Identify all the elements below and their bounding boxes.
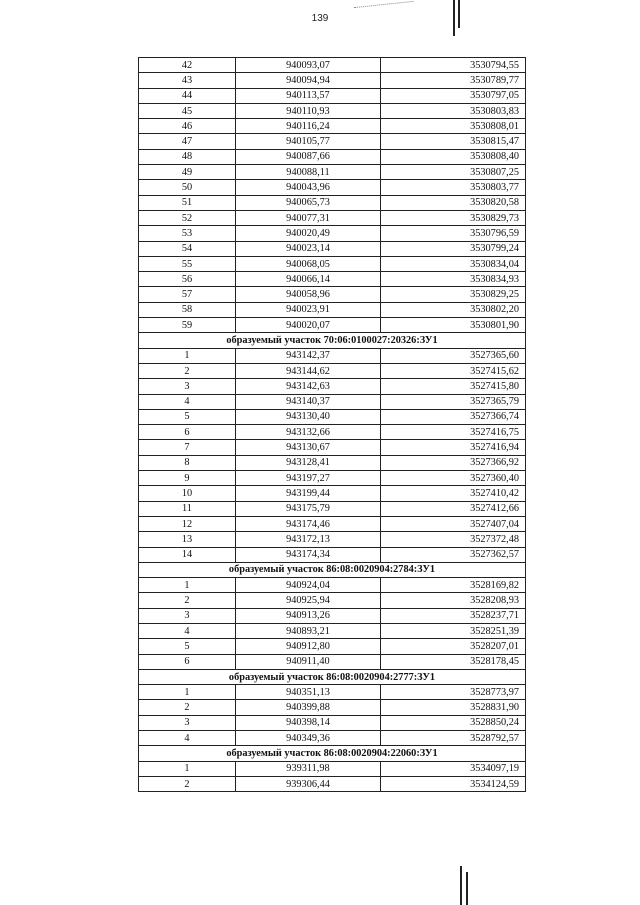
x-coordinate-cell: 940911,40: [236, 654, 381, 669]
x-coordinate-cell: 940893,21: [236, 623, 381, 638]
y-coordinate-cell: 3530815,47: [381, 134, 526, 149]
y-coordinate-cell: 3528178,45: [381, 654, 526, 669]
point-number-cell: 1: [139, 578, 236, 593]
y-coordinate-cell: 3530808,40: [381, 149, 526, 164]
y-coordinate-cell: 3530803,83: [381, 103, 526, 118]
table-row: [139, 532, 526, 547]
x-coordinate-cell: 943142,37: [236, 348, 381, 363]
x-coordinate-cell: 940110,93: [236, 103, 381, 118]
point-number-cell: 46: [139, 119, 236, 134]
table-row: [139, 379, 526, 394]
point-number-cell: 2: [139, 700, 236, 715]
y-coordinate-cell: 3530834,04: [381, 256, 526, 271]
point-number-cell: 12: [139, 516, 236, 531]
point-number-cell: 3: [139, 608, 236, 623]
y-coordinate-cell: 3530789,77: [381, 73, 526, 88]
point-number-cell: 49: [139, 165, 236, 180]
table-row: [139, 241, 526, 256]
x-coordinate-cell: 943172,13: [236, 532, 381, 547]
point-number-cell: 58: [139, 302, 236, 317]
x-coordinate-cell: 943174,46: [236, 516, 381, 531]
y-coordinate-cell: 3530807,25: [381, 165, 526, 180]
table-row: [139, 318, 526, 333]
point-number-cell: 54: [139, 241, 236, 256]
scan-binding-mark: [466, 872, 468, 905]
y-coordinate-cell: 3530797,05: [381, 88, 526, 103]
x-coordinate-cell: 943144,62: [236, 363, 381, 378]
x-coordinate-cell: 943128,41: [236, 455, 381, 470]
y-coordinate-cell: 3527410,42: [381, 486, 526, 501]
x-coordinate-cell: 940925,94: [236, 593, 381, 608]
scan-binding-mark: [458, 0, 460, 28]
section-title: образуемый участок 86:08:0020904:2777:ЗУ1: [139, 669, 526, 684]
point-number-cell: 4: [139, 623, 236, 638]
point-number-cell: 10: [139, 486, 236, 501]
y-coordinate-cell: 3528831,90: [381, 700, 526, 715]
point-number-cell: 45: [139, 103, 236, 118]
table-row: [139, 761, 526, 776]
point-number-cell: 13: [139, 532, 236, 547]
x-coordinate-cell: 940023,14: [236, 241, 381, 256]
y-coordinate-cell: 3528850,24: [381, 715, 526, 730]
x-coordinate-cell: 940023,91: [236, 302, 381, 317]
y-coordinate-cell: 3527412,66: [381, 501, 526, 516]
x-coordinate-cell: 940349,36: [236, 731, 381, 746]
point-number-cell: 6: [139, 654, 236, 669]
y-coordinate-cell: 3530803,77: [381, 180, 526, 195]
table-row: [139, 88, 526, 103]
x-coordinate-cell: 940043,96: [236, 180, 381, 195]
y-coordinate-cell: 3527362,57: [381, 547, 526, 562]
x-coordinate-cell: 940058,96: [236, 287, 381, 302]
table-row: [139, 776, 526, 791]
coordinates-table-body: [139, 58, 526, 792]
point-number-cell: 48: [139, 149, 236, 164]
table-row: [139, 715, 526, 730]
table-row: [139, 471, 526, 486]
x-coordinate-cell: 943142,63: [236, 379, 381, 394]
y-coordinate-cell: 3530799,24: [381, 241, 526, 256]
y-coordinate-cell: 3527415,62: [381, 363, 526, 378]
y-coordinate-cell: 3527360,40: [381, 471, 526, 486]
x-coordinate-cell: 940093,07: [236, 58, 381, 73]
point-number-cell: 1: [139, 348, 236, 363]
table-row: [139, 425, 526, 440]
table-row: [139, 623, 526, 638]
table-row: [139, 394, 526, 409]
x-coordinate-cell: 943132,66: [236, 425, 381, 440]
table-row: [139, 149, 526, 164]
table-row: [139, 516, 526, 531]
y-coordinate-cell: 3530829,25: [381, 287, 526, 302]
x-coordinate-cell: 940066,14: [236, 272, 381, 287]
table-row: [139, 302, 526, 317]
point-number-cell: 2: [139, 776, 236, 791]
table-row: [139, 165, 526, 180]
table-row: [139, 226, 526, 241]
x-coordinate-cell: 940912,80: [236, 639, 381, 654]
table-row: [139, 256, 526, 271]
table-row: [139, 501, 526, 516]
x-coordinate-cell: 940113,57: [236, 88, 381, 103]
y-coordinate-cell: 3528251,39: [381, 623, 526, 638]
y-coordinate-cell: 3530820,58: [381, 195, 526, 210]
table-row: [139, 685, 526, 700]
point-number-cell: 7: [139, 440, 236, 455]
table-row: [139, 134, 526, 149]
x-coordinate-cell: 943174,34: [236, 547, 381, 562]
table-row: [139, 119, 526, 134]
point-number-cell: 43: [139, 73, 236, 88]
y-coordinate-cell: 3527415,80: [381, 379, 526, 394]
point-number-cell: 55: [139, 256, 236, 271]
y-coordinate-cell: 3527407,04: [381, 516, 526, 531]
x-coordinate-cell: 940087,66: [236, 149, 381, 164]
y-coordinate-cell: 3528169,82: [381, 578, 526, 593]
x-coordinate-cell: 940398,14: [236, 715, 381, 730]
point-number-cell: 51: [139, 195, 236, 210]
scan-binding-mark: [460, 866, 462, 905]
table-row: [139, 639, 526, 654]
table-row: [139, 455, 526, 470]
y-coordinate-cell: 3527416,75: [381, 425, 526, 440]
point-number-cell: 4: [139, 731, 236, 746]
x-coordinate-cell: 940105,77: [236, 134, 381, 149]
x-coordinate-cell: 940065,73: [236, 195, 381, 210]
y-coordinate-cell: 3530834,93: [381, 272, 526, 287]
y-coordinate-cell: 3528207,01: [381, 639, 526, 654]
x-coordinate-cell: 940094,94: [236, 73, 381, 88]
y-coordinate-cell: 3534124,59: [381, 776, 526, 791]
table-row: [139, 272, 526, 287]
table-row: [139, 486, 526, 501]
table-row: [139, 58, 526, 73]
y-coordinate-cell: 3527366,92: [381, 455, 526, 470]
table-row: [139, 210, 526, 225]
y-coordinate-cell: 3527372,48: [381, 532, 526, 547]
x-coordinate-cell: 940020,07: [236, 318, 381, 333]
x-coordinate-cell: 940077,31: [236, 210, 381, 225]
y-coordinate-cell: 3530808,01: [381, 119, 526, 134]
point-number-cell: 3: [139, 715, 236, 730]
point-number-cell: 56: [139, 272, 236, 287]
point-number-cell: 53: [139, 226, 236, 241]
table-row: [139, 700, 526, 715]
point-number-cell: 9: [139, 471, 236, 486]
point-number-cell: 50: [139, 180, 236, 195]
section-title: образуемый участок 70:06:0100027:20326:ЗУ1: [139, 333, 526, 348]
page-number: 139: [311, 13, 329, 24]
y-coordinate-cell: 3528773,97: [381, 685, 526, 700]
table-row: [139, 180, 526, 195]
table-row: [139, 547, 526, 562]
point-number-cell: 2: [139, 593, 236, 608]
x-coordinate-cell: 943130,67: [236, 440, 381, 455]
table-row: [139, 409, 526, 424]
table-row: [139, 103, 526, 118]
y-coordinate-cell: 3530802,20: [381, 302, 526, 317]
x-coordinate-cell: 943175,79: [236, 501, 381, 516]
point-number-cell: 8: [139, 455, 236, 470]
table-row: [139, 731, 526, 746]
y-coordinate-cell: 3528237,71: [381, 608, 526, 623]
y-coordinate-cell: 3527366,74: [381, 409, 526, 424]
x-coordinate-cell: 940020,49: [236, 226, 381, 241]
section-title: образуемый участок 86:08:0020904:22060:ЗУ1: [139, 746, 526, 761]
y-coordinate-cell: 3530794,55: [381, 58, 526, 73]
point-number-cell: 14: [139, 547, 236, 562]
y-coordinate-cell: 3528208,93: [381, 593, 526, 608]
x-coordinate-cell: 939306,44: [236, 776, 381, 791]
scan-binding-mark: [453, 0, 455, 36]
table-row: [139, 73, 526, 88]
y-coordinate-cell: 3527365,79: [381, 394, 526, 409]
table-row: [139, 440, 526, 455]
table-row: [139, 578, 526, 593]
table-row: [139, 654, 526, 669]
point-number-cell: 42: [139, 58, 236, 73]
x-coordinate-cell: 940913,26: [236, 608, 381, 623]
table-row: [139, 593, 526, 608]
x-coordinate-cell: 943140,37: [236, 394, 381, 409]
x-coordinate-cell: 940116,24: [236, 119, 381, 134]
x-coordinate-cell: 940088,11: [236, 165, 381, 180]
x-coordinate-cell: 943197,27: [236, 471, 381, 486]
point-number-cell: 5: [139, 409, 236, 424]
x-coordinate-cell: 940068,05: [236, 256, 381, 271]
table-row: [139, 608, 526, 623]
point-number-cell: 1: [139, 761, 236, 776]
y-coordinate-cell: 3527365,60: [381, 348, 526, 363]
point-number-cell: 6: [139, 425, 236, 440]
point-number-cell: 4: [139, 394, 236, 409]
point-number-cell: 5: [139, 639, 236, 654]
section-header-row: [139, 333, 526, 348]
point-number-cell: 2: [139, 363, 236, 378]
y-coordinate-cell: 3527416,94: [381, 440, 526, 455]
table-row: [139, 287, 526, 302]
y-coordinate-cell: 3530829,73: [381, 210, 526, 225]
point-number-cell: 52: [139, 210, 236, 225]
section-header-row: [139, 746, 526, 761]
x-coordinate-cell: 940399,88: [236, 700, 381, 715]
coordinates-table-container: [138, 57, 525, 792]
section-header-row: [139, 562, 526, 577]
section-title: образуемый участок 86:08:0020904:2784:ЗУ1: [139, 562, 526, 577]
table-row: [139, 195, 526, 210]
x-coordinate-cell: 940351,13: [236, 685, 381, 700]
x-coordinate-cell: 943130,40: [236, 409, 381, 424]
y-coordinate-cell: 3530796,59: [381, 226, 526, 241]
x-coordinate-cell: 939311,98: [236, 761, 381, 776]
coordinates-table: [138, 57, 526, 792]
point-number-cell: 57: [139, 287, 236, 302]
y-coordinate-cell: 3530801,90: [381, 318, 526, 333]
section-header-row: [139, 669, 526, 684]
y-coordinate-cell: 3534097,19: [381, 761, 526, 776]
x-coordinate-cell: 943199,44: [236, 486, 381, 501]
point-number-cell: 59: [139, 318, 236, 333]
point-number-cell: 44: [139, 88, 236, 103]
point-number-cell: 47: [139, 134, 236, 149]
x-coordinate-cell: 940924,04: [236, 578, 381, 593]
point-number-cell: 1: [139, 685, 236, 700]
table-row: [139, 348, 526, 363]
point-number-cell: 11: [139, 501, 236, 516]
point-number-cell: 3: [139, 379, 236, 394]
table-row: [139, 363, 526, 378]
y-coordinate-cell: 3528792,57: [381, 731, 526, 746]
